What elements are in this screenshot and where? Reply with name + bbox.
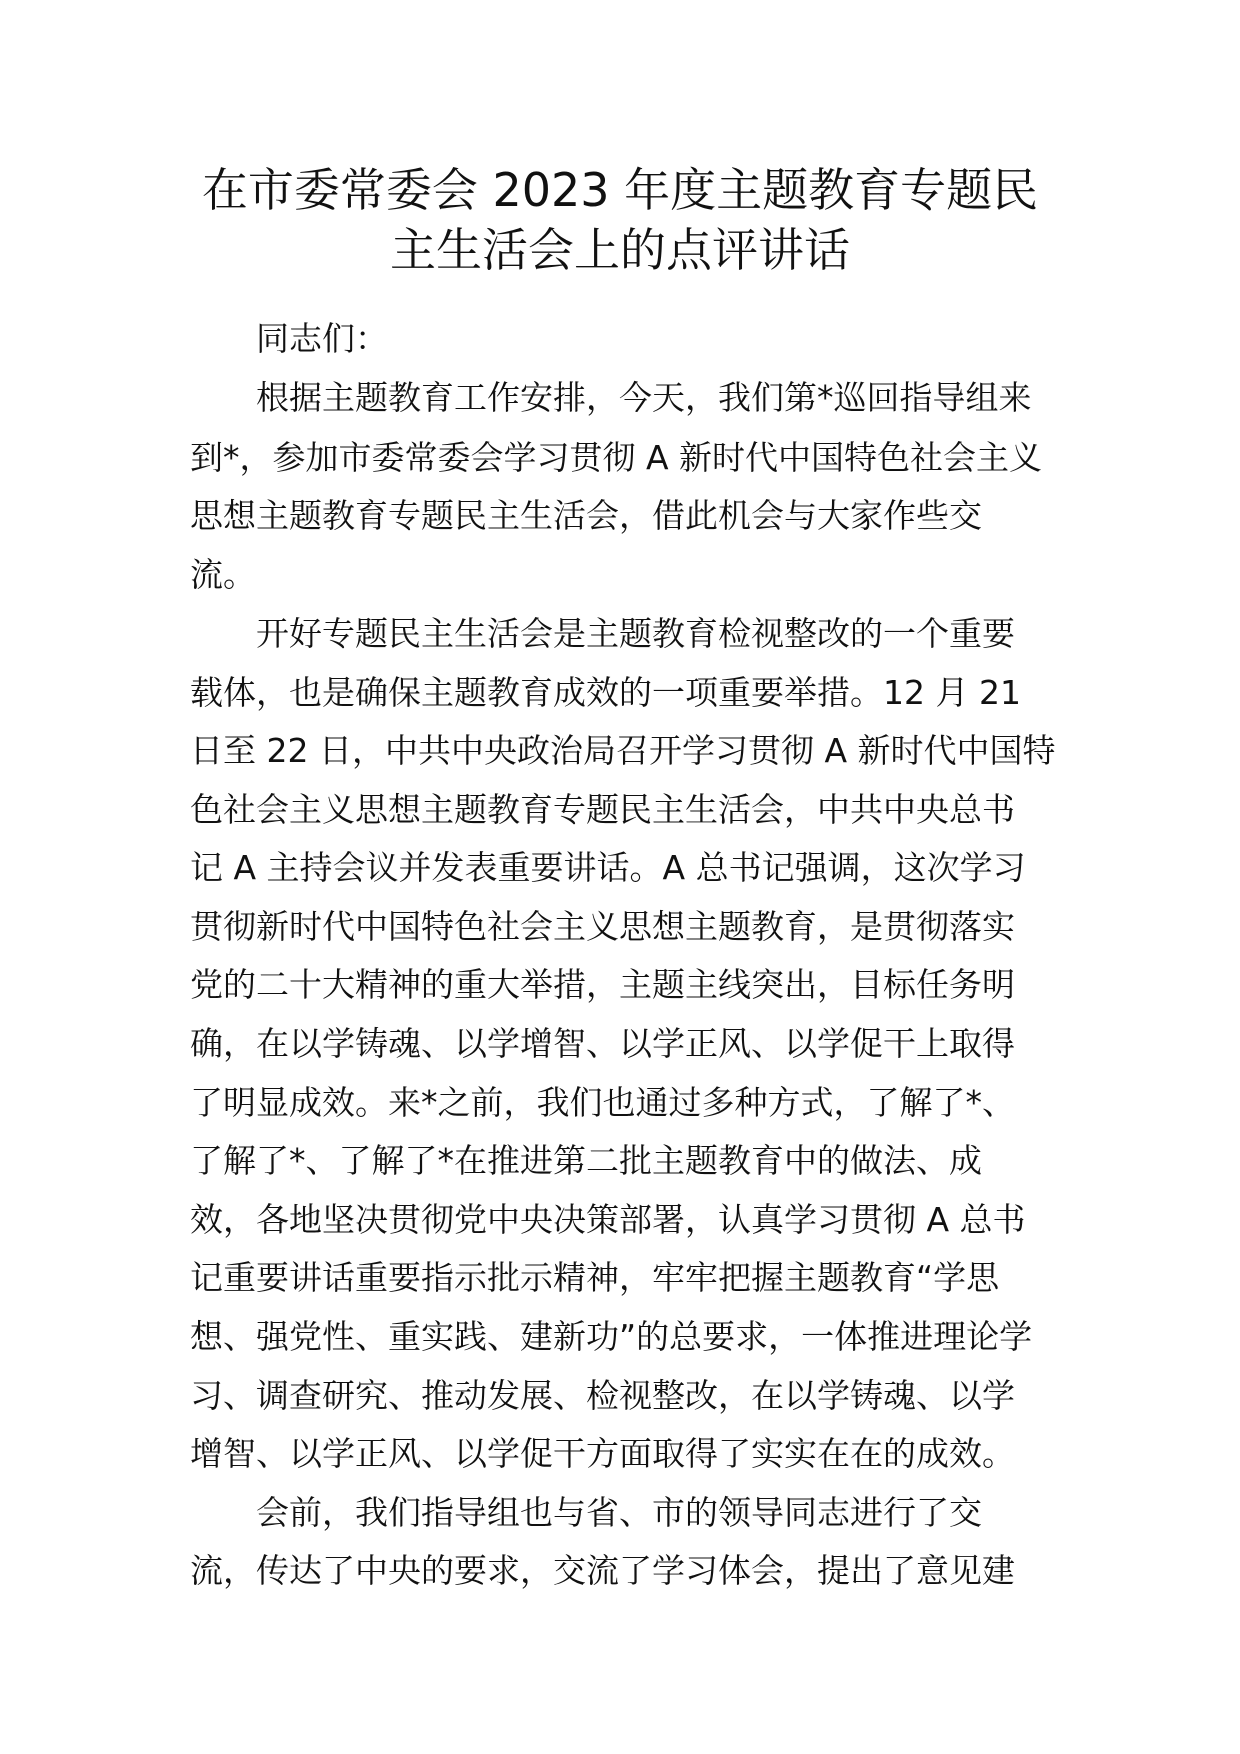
paragraph-2-line-10: 了解了*、了解了*在推进第二批主题教育中的做法、成 bbox=[190, 1141, 982, 1180]
paragraph-2-line-13: 想、强党性、重实践、建新功”的总要求，一体推进理论学 bbox=[190, 1317, 1033, 1356]
paragraph-2-line-6: 贯彻新时代中国特色社会主义思想主题教育，是贯彻落实 bbox=[190, 907, 1015, 946]
paragraph-2-line-1: 开好专题民主生活会是主题教育检视整改的一个重要 bbox=[256, 614, 1015, 653]
paragraph-2-line-14: 习、调查研究、推动发展、检视整改，在以学铸魂、以学 bbox=[190, 1376, 1015, 1415]
document-title-line-2: 主生活会上的点评讲话 bbox=[390, 223, 850, 277]
paragraph-2-line-7: 党的二十大精神的重大举措，主题主线突出，目标任务明 bbox=[190, 965, 1015, 1004]
paragraph-2-line-15: 增智、以学正风、以学促干方面取得了实实在在的成效。 bbox=[190, 1434, 1015, 1473]
document-title-line-1: 在市委常委会 2023 年度主题教育专题民 bbox=[201, 163, 1039, 217]
paragraph-3-line-2: 流，传达了中央的要求，交流了学习体会，提出了意见建 bbox=[190, 1551, 1015, 1590]
paragraph-1-line-3: 思想主题教育专题民主生活会，借此机会与大家作些交 bbox=[190, 496, 982, 535]
paragraph-2-line-11: 效，各地坚决贯彻党中央决策部署，认真学习贯彻 A 总书 bbox=[190, 1200, 1026, 1239]
paragraph-2-line-12: 记重要讲话重要指示批示精神，牢牢把握主题教育“学思 bbox=[190, 1258, 1000, 1297]
paragraph-2-line-9: 了明显成效。来*之前，我们也通过多种方式，了解了*、 bbox=[190, 1083, 1015, 1122]
salutation: 同志们： bbox=[256, 319, 388, 358]
paragraph-2-line-5: 记 A 主持会议并发表重要讲话。A 总书记强调，这次学习 bbox=[190, 848, 1026, 887]
paragraph-2-line-4: 色社会主义思想主题教育专题民主生活会，中共中央总书 bbox=[190, 790, 1015, 829]
paragraph-1-line-4: 流。 bbox=[190, 555, 256, 594]
paragraph-1-line-1: 根据主题教育工作安排，今天，我们第*巡回指导组来 bbox=[256, 378, 1032, 417]
paragraph-2-line-8: 确，在以学铸魂、以学增智、以学正风、以学促干上取得 bbox=[190, 1024, 1015, 1063]
paragraph-1-line-2: 到*，参加市委常委会学习贯彻 A 新时代中国特色社会主义 bbox=[190, 438, 1043, 477]
paragraph-2-line-2: 载体，也是确保主题教育成效的一项重要举措。12 月 21 bbox=[190, 673, 1021, 712]
paragraph-2-line-3: 日至 22 日，中共中央政治局召开学习贯彻 A 新时代中国特 bbox=[190, 731, 1056, 770]
paragraph-3-line-1: 会前，我们指导组也与省、市的领导同志进行了交 bbox=[256, 1493, 982, 1532]
